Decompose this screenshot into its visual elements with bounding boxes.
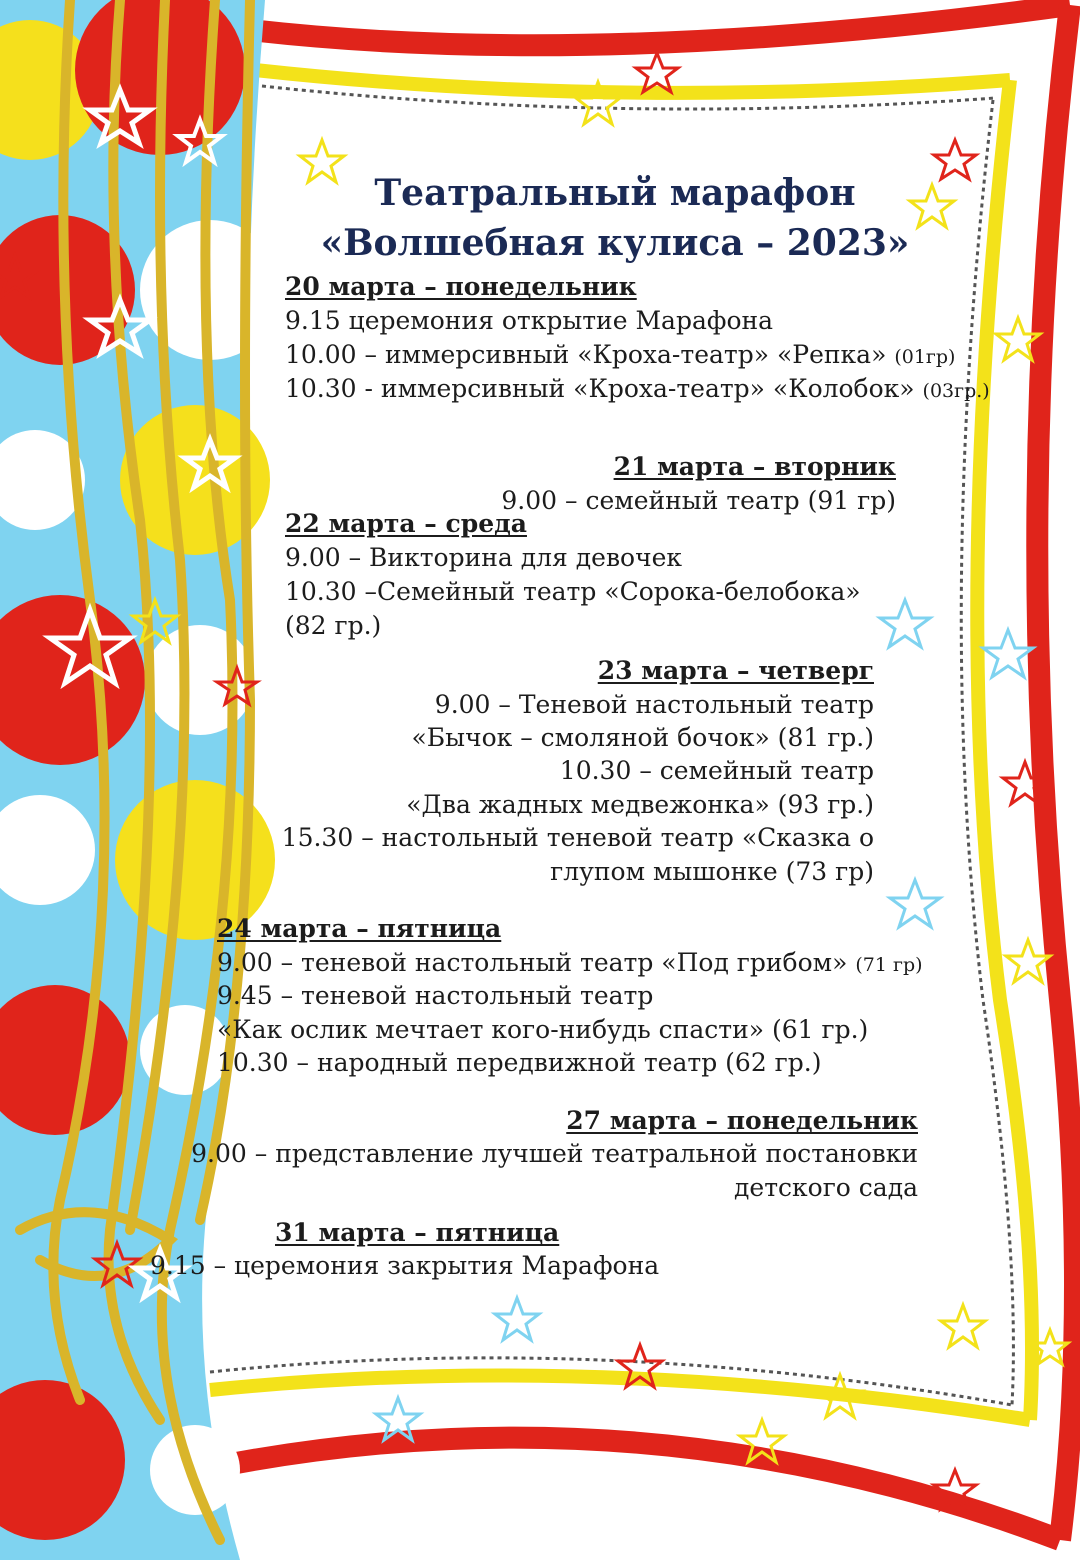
schedule-line: детского сада: [734, 1173, 918, 1202]
frame-red-right: [1037, 5, 1075, 1540]
frame-red-top: [250, 5, 1070, 45]
title-line-1: Театральный марафон: [374, 172, 856, 214]
day-header-21: 21 марта – вторник: [613, 452, 896, 481]
schedule-line: [285, 372, 990, 408]
schedule-line: (82 гр.): [285, 611, 382, 640]
schedule-line: [285, 338, 955, 374]
schedule-line: глупом мышонке (73 гр): [550, 857, 874, 886]
balloon-icon: [145, 625, 255, 735]
group-label: (03гр.): [922, 380, 990, 402]
schedule-line: 10.30 – семейный театр: [559, 756, 874, 785]
page-title: [290, 168, 940, 268]
day-header-23: 23 марта – четверг: [597, 656, 874, 685]
star-icon: [934, 140, 976, 179]
star-icon: [941, 1305, 985, 1347]
schedule-line: 9.45 – теневой настольный театр: [217, 981, 654, 1010]
star-icon: [1006, 940, 1050, 982]
day-header-24: 24 марта – пятница: [217, 914, 502, 943]
schedule-line: «Два жадных медвежонка» (93 гр.): [406, 790, 874, 819]
schedule-line: 9.00 – Викторина для девочек: [285, 543, 683, 572]
schedule-line: 10.30 –Семейный театр «Сорока-белобока»: [285, 577, 861, 606]
frame-yellow-right: [977, 80, 1032, 1420]
star-icon: [983, 630, 1033, 677]
schedule-line: «Как ослик мечтает кого-нибудь спасти» (61 гр.): [217, 1015, 869, 1044]
schedule-line: 10.30 – народный передвижной театр (62 гр.): [217, 1048, 822, 1077]
star-icon: [880, 600, 930, 647]
group-label: (01гр): [894, 346, 956, 368]
schedule-line: 9.15 – церемония закрытия Марафона: [150, 1251, 660, 1280]
schedule-text: 9.00 – теневой настольный театр «Под грибом»: [217, 948, 848, 977]
schedule-line: «Бычок – смоляной бочок» (81 гр.): [411, 723, 874, 752]
star-icon: [890, 880, 940, 927]
schedule-line: 9.00 – Теневой настольный театр: [434, 690, 874, 719]
schedule-text: 10.30 - иммерсивный «Кроха-театр» «Колобок»: [285, 374, 915, 403]
frame-red-bottom: [200, 1438, 1060, 1540]
schedule-line: 9.15 церемония открытие Марафона: [285, 306, 774, 335]
title-line-2: «Волшебная кулиса – 2023»: [320, 222, 910, 264]
schedule-text: 10.00 – иммерсивный «Кроха-театр» «Репка»: [285, 340, 887, 369]
day-header-31: 31 марта – пятница: [275, 1218, 560, 1247]
frame-yellow-top: [255, 70, 1010, 93]
star-icon: [495, 1298, 539, 1340]
schedule-line: 15.30 – настольный теневой театр «Сказка о: [281, 823, 874, 852]
frame-yellow-bottom: [210, 1375, 1030, 1420]
schedule-line: 9.00 – семейный театр (91 гр): [501, 486, 896, 515]
schedule-line: 9.00 – представление лучшей театральной постановки: [191, 1139, 918, 1168]
day-header-22: 22 марта – среда: [285, 509, 527, 538]
day-header-27: 27 марта – понедельник: [566, 1106, 918, 1135]
day-header-20: 20 марта – понедельник: [285, 272, 637, 301]
group-label: (71 гр): [855, 954, 923, 976]
schedule-line: [217, 946, 923, 982]
